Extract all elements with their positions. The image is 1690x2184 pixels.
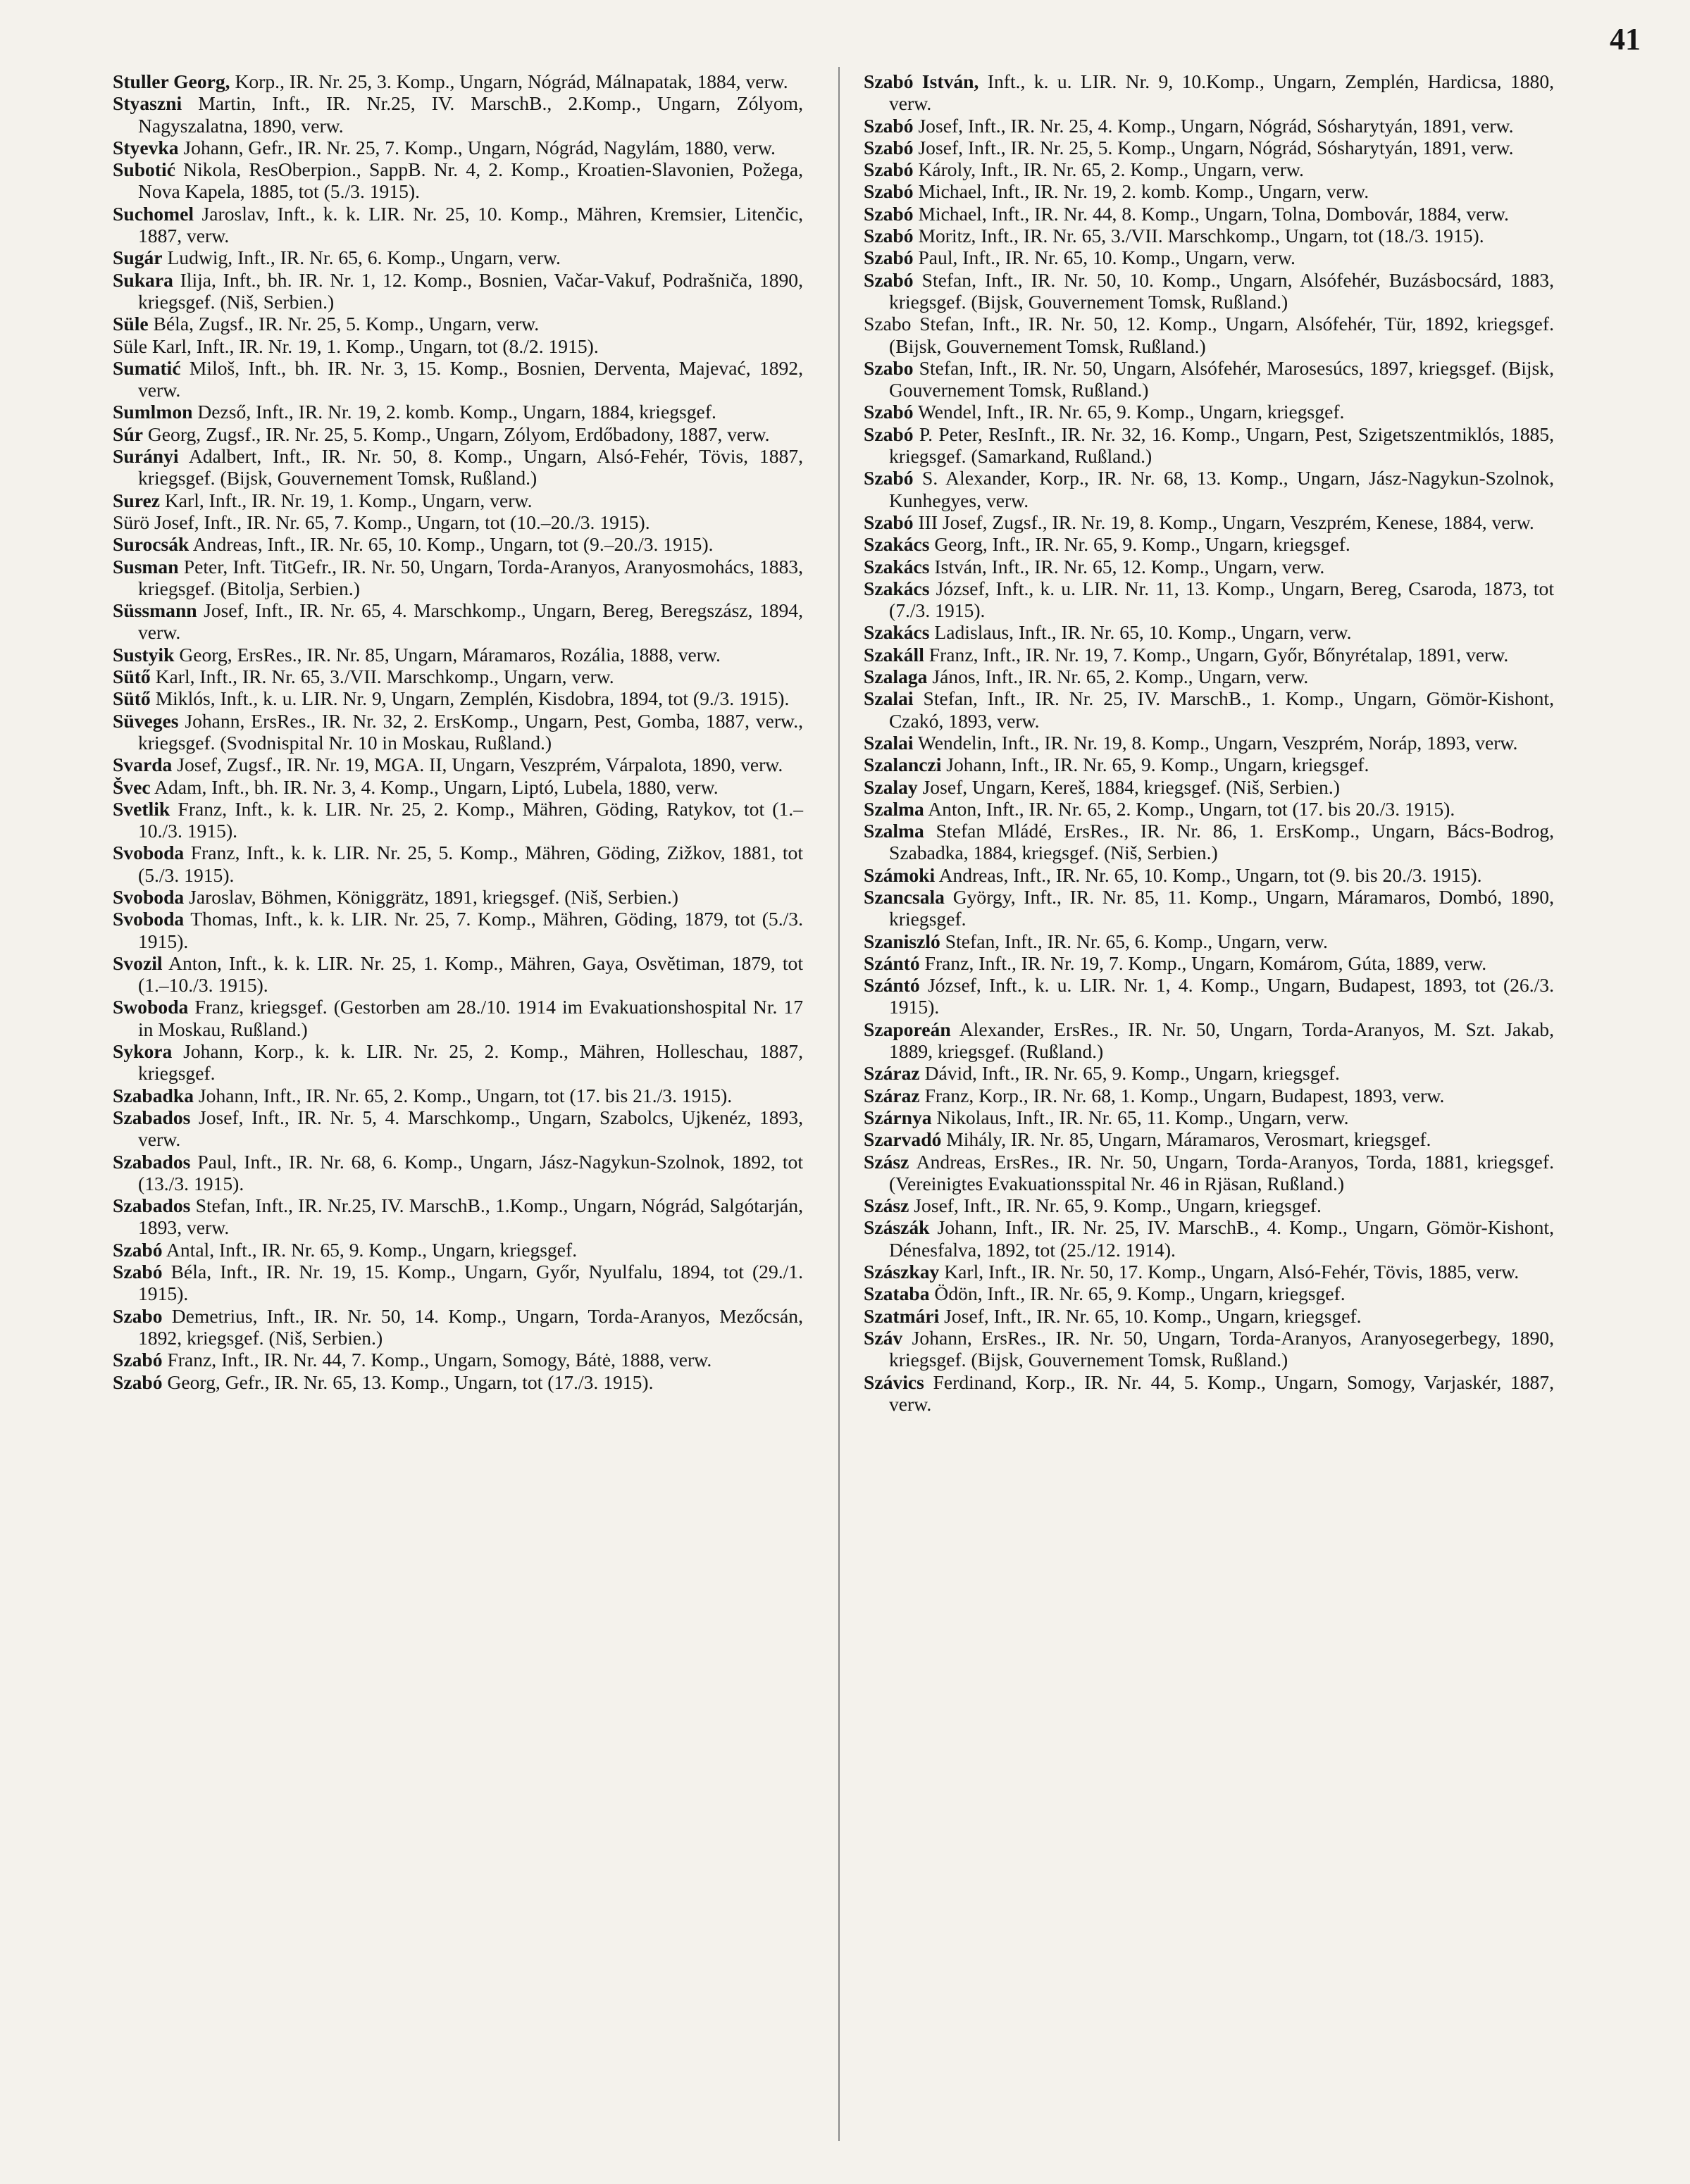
entry-text: Josef, Inft., IR. Nr. 25, 4. Komp., Ungarn, Nógrád, Sósharytyán, 1891, verw. (913, 114, 1514, 137)
entry-name: Szabó (864, 423, 914, 445)
entry-text: Mihály, IR. Nr. 85, Ungarn, Máramaros, Verosmart, kriegsgef. (941, 1128, 1431, 1151)
list-item (113, 842, 803, 886)
entry-name: Szabó (864, 202, 914, 225)
list-item (113, 798, 803, 842)
entry-name: Süveges (113, 709, 179, 732)
list-item (113, 1239, 803, 1261)
entry-text: Demetrius, Inft., IR. Nr. 50, 14. Komp., Ungarn, Torda-Aranyos, Mezőcsán, 1892, kriegsgef. (Niš, Serbien.) (138, 1304, 803, 1349)
list-item (113, 754, 803, 775)
entry-text: Ilija, Inft., bh. IR. Nr. 1, 12. Komp., Bosnien, Vačar-Vakuf, Podrašniča, 1890, kriegsgef. (Niš, Serbien.) (138, 268, 803, 313)
entry-name: Svozil (113, 951, 163, 974)
entry-name: Sustyik (113, 643, 175, 666)
entry-text: III Josef, Zugsf., IR. Nr. 19, 8. Komp., Ungarn, Veszprém, Kenese, 1884, verw. (913, 511, 1534, 533)
entry-text: Stefan, Inft., IR. Nr.25, IV. MarschB., 1.Komp., Ungarn, Nógrád, Salgótarján, 1893, verw. (138, 1194, 803, 1239)
entry-text: Josef, Zugsf., IR. Nr. 19, MGA. II, Ungarn, Veszprém, Várpalota, 1890, verw. (172, 754, 783, 776)
list-item (113, 1305, 803, 1349)
entry-name: Stuller Georg, (113, 70, 230, 92)
entry-text: János, Inft., IR. Nr. 65, 2. Komp., Ungarn, verw. (927, 666, 1309, 688)
entry-name: Süle (113, 313, 149, 335)
list-item (864, 357, 1554, 401)
entry-text: Andreas, Inft., IR. Nr. 65, 10. Komp., Ungarn, tot (9.–20./3. 1915). (189, 533, 714, 556)
entry-name: Szabó (864, 136, 914, 158)
list-item (864, 864, 1554, 886)
list-item (864, 1216, 1554, 1261)
entry-text: Johann, Inft., IR. Nr. 65, 2. Komp., Ungarn, tot (17. bis 21./3. 1915). (194, 1084, 733, 1106)
entry-text: Franz, Korp., IR. Nr. 68, 1. Komp., Ungarn, Budapest, 1893, verw. (919, 1084, 1445, 1106)
list-item (113, 313, 803, 335)
entry-name: Szakáll (864, 643, 924, 666)
list-item (113, 1085, 803, 1106)
entry-text: Josef, Inft., IR. Nr. 25, 5. Komp., Ungarn, Nógrád, Sósharytyán, 1891, verw. (913, 136, 1514, 158)
list-item (113, 423, 803, 445)
entry-text: Inft., k. u. LIR. Nr. 9, 10.Komp., Ungarn, Zemplén, Hardicsa, 1880, verw. (889, 70, 1555, 115)
entry-name: Szakács (864, 555, 930, 578)
entry-text: Dávid, Inft., IR. Nr. 65, 9. Komp., Ungarn, kriegsgef. (919, 1062, 1340, 1085)
entry-name: Sütő (113, 687, 151, 710)
entry-name: Szalay (864, 775, 918, 798)
entry-text: Josef, Inft., IR. Nr. 5, 4. Marschkomp., Ungarn, Szabolcs, Ujkenéz, 1893, verw. (138, 1106, 803, 1151)
list-item (113, 203, 803, 247)
list-item (864, 666, 1554, 687)
list-item (864, 467, 1554, 511)
entry-text: Georg, Zugsf., IR. Nr. 25, 5. Komp., Ungarn, Zólyom, Erdőbadony, 1887, verw. (142, 423, 770, 445)
entry-text: Süle Karl, Inft., IR. Nr. 19, 1. Komp., Ungarn, tot (8./2. 1915). (113, 335, 599, 357)
list-item (113, 886, 803, 908)
entry-name: Szász (864, 1150, 909, 1173)
list-item (113, 357, 803, 401)
entry-text: Ladislaus, Inft., IR. Nr. 65, 10. Komp., Ungarn, verw. (929, 621, 1352, 644)
entry-text: Franz, Inft., IR. Nr. 19, 7. Komp., Ungarn, Komárom, Gúta, 1889, verw. (919, 951, 1487, 974)
entry-text: Andreas, ErsRes., IR. Nr. 50, Ungarn, Torda-Aranyos, Torda, 1881, kriegsgef. (Vereinigtes Evakuationsspital Nr. 46 in Rjäsan, Rußland.) (889, 1150, 1554, 1194)
entry-text: Franz, Inft., k. k. LIR. Nr. 25, 2. Komp., Mähren, Göding, Ratykov, tot (1.–10./3. 1915). (138, 797, 803, 842)
entry-name: Száraz (864, 1062, 920, 1085)
entry-name: Szabó (113, 1371, 163, 1393)
entry-text: Paul, Inft., IR. Nr. 65, 10. Komp., Ungarn, verw. (913, 247, 1296, 269)
entry-text: Stefan, Inft., IR. Nr. 65, 6. Komp., Ungarn, verw. (940, 930, 1328, 952)
entry-name: Szabó (113, 1349, 163, 1371)
list-item (864, 644, 1554, 666)
entry-name: Sütő (113, 666, 151, 688)
entry-text: Martin, Inft., IR. Nr.25, IV. MarschB., 2.Komp., Ungarn, Zólyom, Nagyszalatna, 1890, verw. (138, 92, 803, 137)
entry-text: Wendelin, Inft., IR. Nr. 19, 8. Komp., Ungarn, Veszprém, Noráp, 1893, verw. (913, 731, 1518, 754)
entry-name: Szabados (113, 1106, 191, 1128)
entry-name: Szabo (864, 356, 914, 379)
entry-name: Surányi (113, 445, 179, 468)
list-item (864, 1261, 1554, 1283)
entry-text: P. Peter, ResInft., IR. Nr. 32, 16. Komp., Ungarn, Pest, Szigetszentmiklós, 1885, kriegsgef. (Samarkand, Rußland.) (889, 423, 1554, 468)
entry-name: Szaniszló (864, 930, 940, 952)
entry-name: Számoki (864, 863, 936, 886)
list-item (113, 1040, 803, 1085)
entry-name: Szakács (864, 577, 930, 599)
entry-text: Paul, Inft., IR. Nr. 68, 6. Komp., Ungarn, Jász-Nagykun-Szolnok, 1892, tot (13./3. 1915). (138, 1150, 803, 1194)
list-item (113, 908, 803, 952)
list-item (113, 952, 803, 997)
entry-name: Svoboda (113, 885, 185, 908)
list-item (864, 820, 1554, 864)
entry-name: Száraz (864, 1084, 920, 1106)
list-item (113, 644, 803, 666)
list-item (113, 1194, 803, 1239)
list-item (113, 269, 803, 313)
entry-name: Surocsák (113, 533, 189, 556)
entry-text: Johann, Inft., IR. Nr. 25, IV. MarschB., 4. Komp., Ungarn, Gömör-Kishont, Dénesfalva, 1892, tot (25./12. 1914). (889, 1216, 1554, 1261)
entry-text: Miloš, Inft., bh. IR. Nr. 3, 15. Komp., Bosnien, Derventa, Majevać, 1892, verw. (138, 356, 803, 401)
entry-name: Szalma (864, 820, 924, 842)
entry-text: Karl, Inft., IR. Nr. 50, 17. Komp., Ungarn, Alsó-Fehér, Tövis, 1885, verw. (939, 1261, 1520, 1283)
list-item (113, 1349, 803, 1371)
list-item (113, 158, 803, 203)
list-item (113, 511, 803, 533)
list-item (864, 225, 1554, 247)
entry-text: György, Inft., IR. Nr. 85, 11. Komp., Ungarn, Máramaros, Dombó, 1890, kriegsgef. (889, 885, 1554, 930)
entry-text: Johann, Inft., IR. Nr. 65, 9. Komp., Ungarn, kriegsgef. (941, 754, 1369, 776)
entry-text: Jaroslav, Inft., k. k. LIR. Nr. 25, 10. Komp., Mähren, Kremsier, Litenčic, 1887, verw. (138, 202, 803, 247)
list-item (113, 70, 803, 92)
entry-name: Szabadka (113, 1084, 194, 1106)
list-item (864, 1327, 1554, 1371)
entry-text: Anton, Inft., IR. Nr. 65, 2. Komp., Ungarn, tot (17. bis 20./3. 1915). (924, 797, 1455, 820)
entry-name: Szászák (864, 1216, 930, 1239)
entry-name: Szabó (864, 268, 914, 291)
entry-text: Johann, ErsRes., IR. Nr. 32, 2. ErsKomp., Ungarn, Pest, Gomba, 1887, verw., kriegsgef. (Svodnispital Nr. 10 in Moskau, Rußland.) (138, 709, 803, 754)
entry-text: Johann, Korp., k. k. LIR. Nr. 25, 2. Komp., Mähren, Holleschau, 1887, kriegsgef. (138, 1040, 803, 1085)
entry-name: Szalai (864, 731, 914, 754)
list-item (113, 401, 803, 423)
entry-text: Anton, Inft., k. k. LIR. Nr. 25, 1. Komp., Mähren, Gaya, Osvětiman, 1879, tot (1.–10./3. 1915). (138, 951, 803, 997)
entry-name: Surez (113, 489, 160, 511)
entry-name: Szabó (113, 1238, 163, 1261)
entry-text: Béla, Inft., IR. Nr. 19, 15. Komp., Ungarn, Győr, Nyulfalu, 1894, tot (29./1. 1915). (138, 1261, 803, 1305)
list-item (113, 599, 803, 644)
list-item (113, 137, 803, 158)
entry-text: Josef, Inft., IR. Nr. 65, 4. Marschkomp., Ungarn, Bereg, Beregszász, 1894, verw. (138, 599, 803, 644)
entry-name: Susman (113, 555, 179, 578)
entry-name: Szalma (864, 797, 924, 820)
list-item (113, 556, 803, 600)
list-item (864, 1106, 1554, 1128)
entry-text: Adam, Inft., bh. IR. Nr. 3, 4. Komp., Ungarn, Liptó, Lubela, 1880, verw. (150, 775, 719, 798)
entry-text: Wendel, Inft., IR. Nr. 65, 9. Komp., Ungarn, kriegsgef. (913, 401, 1345, 423)
list-item (864, 1085, 1554, 1106)
entry-name: Szabados (113, 1194, 191, 1217)
entry-name: Sykora (113, 1040, 173, 1063)
entry-name: Svoboda (113, 908, 185, 930)
entry-name: Szabó István, (864, 70, 979, 92)
entry-name: Szászkay (864, 1261, 940, 1283)
list-item (864, 203, 1554, 225)
entry-text: Franz, Inft., IR. Nr. 44, 7. Komp., Ungarn, Somogy, Bátė, 1888, verw. (162, 1349, 712, 1371)
entry-name: Szarvadó (864, 1128, 942, 1151)
list-item (864, 1194, 1554, 1216)
list-item (864, 732, 1554, 754)
entry-name: Svarda (113, 754, 173, 776)
page-number: 41 (1610, 22, 1641, 56)
entry-text: Ödön, Inft., IR. Nr. 65, 9. Komp., Ungarn, kriegsgef. (929, 1283, 1346, 1305)
list-item (113, 445, 803, 489)
entry-name: Szántó (864, 974, 920, 997)
entry-text: Nikola, ResOberpion., SappB. Nr. 4, 2. Komp., Kroatien-Slavonien, Požega, Nova Kapela, 1885, tot (5./3. 1915). (138, 158, 803, 203)
entry-name: Szaporeán (864, 1018, 951, 1040)
list-item (864, 269, 1554, 313)
list-item (864, 974, 1554, 1018)
entry-text: Ferdinand, Korp., IR. Nr. 44, 5. Komp., Ungarn, Somogy, Varjaskér, 1887, verw. (889, 1371, 1554, 1415)
list-item (864, 687, 1554, 732)
entry-name: Szataba (864, 1283, 930, 1305)
entry-name: Szabó (864, 114, 914, 137)
entry-text: Andreas, Inft., IR. Nr. 65, 10. Komp., Ungarn, tot (9. bis 20./3. 1915). (935, 863, 1482, 886)
entry-text: József, Inft., k. u. LIR. Nr. 1, 4. Komp., Ungarn, Budapest, 1893, tot (26./3. 1915). (889, 974, 1554, 1018)
entry-text: Antal, Inft., IR. Nr. 65, 9. Komp., Ungarn, kriegsgef. (162, 1238, 578, 1261)
list-item (864, 423, 1554, 468)
entry-name: Svetlik (113, 797, 170, 820)
entry-name: Swoboda (113, 996, 189, 1018)
entry-text: Karl, Inft., IR. Nr. 19, 1. Komp., Ungarn, verw. (159, 489, 533, 511)
entry-text: Alexander, ErsRes., IR. Nr. 50, Ungarn, Torda-Aranyos, M. Szt. Jakab, 1889, kriegsgef. (Rußland.) (889, 1018, 1554, 1063)
entry-text: István, Inft., IR. Nr. 65, 12. Komp., Ungarn, verw. (929, 555, 1325, 578)
list-item (864, 886, 1554, 930)
entry-text: Josef, Inft., IR. Nr. 65, 9. Komp., Ungarn, kriegsgef. (909, 1194, 1322, 1217)
entry-name: Szabó (864, 225, 914, 247)
entry-name: Szancsala (864, 885, 945, 908)
entry-text: Georg, Inft., IR. Nr. 65, 9. Komp., Ungarn, kriegsgef. (929, 533, 1350, 556)
entry-text: Korp., IR. Nr. 25, 3. Komp., Ungarn, Nógrád, Málnapatak, 1884, verw. (230, 70, 788, 92)
list-item (864, 511, 1554, 533)
entry-name: Szász (864, 1194, 909, 1217)
entry-name: Sugár (113, 247, 163, 269)
entry-text: Michael, Inft., IR. Nr. 19, 2. komb. Komp., Ungarn, verw. (913, 180, 1369, 203)
entry-text: József, Inft., k. u. LIR. Nr. 11, 13. Komp., Ungarn, Bereg, Csaroda, 1873, tot (7./3. 1915). (889, 577, 1554, 622)
entry-text: Károly, Inft., IR. Nr. 65, 2. Komp., Ungarn, verw. (913, 158, 1304, 181)
entry-name: Szakács (864, 621, 930, 644)
entry-text: Thomas, Inft., k. k. LIR. Nr. 25, 7. Komp., Mähren, Göding, 1879, tot (5./3. 1915). (138, 908, 803, 952)
column-divider (838, 67, 840, 2141)
entry-name: Szabó (864, 247, 914, 269)
entry-name: Svoboda (113, 842, 185, 864)
list-item (113, 247, 803, 268)
entry-name: Sumlmon (113, 401, 193, 423)
entry-text: Dezső, Inft., IR. Nr. 19, 2. komb. Komp., Ungarn, 1884, kriegsgef. (192, 401, 716, 423)
entry-text: Stefan Mládé, ErsRes., IR. Nr. 86, 1. ErsKomp., Ungarn, Bács-Bodrog, Szabadka, 1884, kriegsgef. (Niš, Serbien.) (889, 820, 1554, 864)
entry-text: Stefan, Inft., IR. Nr. 25, IV. MarschB., 1. Komp., Ungarn, Gömör-Kishont, Czakó, 1893, verw. (889, 687, 1554, 732)
list-item (113, 1261, 803, 1305)
entry-text: Stefan, Inft., IR. Nr. 50, Ungarn, Alsófehér, Marosesúcs, 1897, kriegsgef. (Bijsk, Gouvernement Tomsk, Rußland.) (889, 356, 1554, 401)
entry-name: Szalanczi (864, 754, 942, 776)
list-item (864, 180, 1554, 202)
entry-text: Stefan, Inft., IR. Nr. 50, 10. Komp., Ungarn, Alsófehér, Buzásbocsárd, 1883, kriegsgef. (Bijsk, Gouvernement Tomsk, Rußland.) (889, 268, 1554, 313)
entry-text: Franz, kriegsgef. (Gestorben am 28./10. 1914 im Evakuationshospital Nr. 17 in Moskau, Rußland.) (138, 996, 803, 1040)
entry-name: Styaszni (113, 92, 182, 115)
list-item (113, 687, 803, 709)
entry-name: Szávics (864, 1371, 924, 1393)
entry-text: Michael, Inft., IR. Nr. 44, 8. Komp., Ungarn, Tolna, Dombovár, 1884, verw. (913, 202, 1509, 225)
entry-text: Josef, Ungarn, Kereš, 1884, kriegsgef. (Niš, Serbien.) (917, 775, 1340, 798)
list-item (864, 621, 1554, 643)
list-item (113, 710, 803, 754)
list-item (113, 1151, 803, 1195)
entry-name: Szabados (113, 1150, 191, 1173)
list-item (864, 930, 1554, 952)
entry-name: Süssmann (113, 599, 197, 622)
entry-name: Szakács (864, 533, 930, 556)
entry-name: Szatmári (864, 1304, 940, 1327)
list-item (864, 1371, 1554, 1416)
entry-text: Peter, Inft. TitGefr., IR. Nr. 50, Ungarn, Torda-Aranyos, Aranyosmohács, 1883, kriegsgef. (Bitolja, Serbien.) (138, 555, 803, 599)
entry-name: Szalaga (864, 666, 928, 688)
entry-name: Szabó (113, 1261, 163, 1283)
list-item (113, 1106, 803, 1151)
entry-text: Szabo Stefan, Inft., IR. Nr. 50, 12. Komp., Ungarn, Alsófehér, Tür, 1892, kriegsgef. (Bijsk, Gouvernement Tomsk, Rußland.) (864, 313, 1554, 357)
left-column (113, 70, 803, 1393)
list-item (864, 401, 1554, 423)
entry-name: Szalai (864, 687, 914, 710)
entry-text: Johann, Gefr., IR. Nr. 25, 7. Komp., Ungarn, Nógrád, Nagylám, 1880, verw. (178, 136, 776, 158)
list-item (113, 1371, 803, 1393)
list-item (113, 335, 803, 357)
entry-name: Szántó (864, 951, 920, 974)
list-item (864, 533, 1554, 555)
entry-text: Josef, Inft., IR. Nr. 65, 10. Komp., Ungarn, kriegsgef. (939, 1304, 1362, 1327)
entry-text: Adalbert, Inft., IR. Nr. 50, 8. Komp., Ungarn, Alsó-Fehér, Tövis, 1887, kriegsgef. (Bijsk, Gouvernement Tomsk, Rußland.) (138, 445, 803, 489)
entry-name: Švec (113, 775, 151, 798)
list-item (864, 754, 1554, 775)
list-item (864, 115, 1554, 137)
entry-text: Miklós, Inft., k. u. LIR. Nr. 9, Ungarn, Zemplén, Kisdobra, 1894, tot (9./3. 1915). (150, 687, 790, 710)
entry-name: Szabó (864, 158, 914, 181)
entry-text: Jaroslav, Böhmen, Königgrätz, 1891, kriegsgef. (Niš, Serbien.) (184, 885, 678, 908)
list-item (864, 798, 1554, 820)
entry-text: Karl, Inft., IR. Nr. 65, 3./VII. Marschkomp., Ungarn, verw. (150, 666, 614, 688)
entry-text: Johann, ErsRes., IR. Nr. 50, Ungarn, Torda-Aranyos, Aranyosegerbegy, 1890, kriegsgef. (Bijsk, Gouvernement Tomsk, Rußland.) (889, 1326, 1554, 1371)
list-item (864, 1062, 1554, 1084)
entry-text: Franz, Inft., k. k. LIR. Nr. 25, 5. Komp., Mähren, Göding, Zižkov, 1881, tot (5./3. 1915). (138, 842, 803, 886)
list-item (864, 776, 1554, 798)
list-item (113, 489, 803, 511)
list-item (864, 137, 1554, 158)
entry-text: Georg, Gefr., IR. Nr. 65, 13. Komp., Ungarn, tot (17./3. 1915). (162, 1371, 654, 1393)
list-item (864, 1018, 1554, 1063)
list-item (864, 313, 1554, 357)
list-item (864, 952, 1554, 974)
list-item (113, 996, 803, 1040)
entry-name: Szabó (864, 467, 914, 489)
list-item (864, 578, 1554, 622)
right-column (864, 70, 1554, 1415)
list-item (113, 666, 803, 687)
list-item (864, 1151, 1554, 1195)
entry-name: Sukara (113, 268, 173, 291)
entry-name: Subotić (113, 158, 175, 181)
entry-name: Szárnya (864, 1106, 932, 1128)
entry-name: Styevka (113, 136, 179, 158)
list-item (864, 1305, 1554, 1327)
entry-name: Szabo (113, 1304, 163, 1327)
entry-text: Nikolaus, Inft., IR. Nr. 65, 11. Komp., Ungarn, verw. (931, 1106, 1349, 1128)
entry-text: Béla, Zugsf., IR. Nr. 25, 5. Komp., Ungarn, verw. (148, 313, 540, 335)
entry-text: Sürö Josef, Inft., IR. Nr. 65, 7. Komp., Ungarn, tot (10.–20./3. 1915). (113, 511, 650, 533)
list-item (864, 158, 1554, 180)
entry-text: Georg, ErsRes., IR. Nr. 85, Ungarn, Máramaros, Rozália, 1888, verw. (174, 643, 721, 666)
entry-name: Suchomel (113, 202, 194, 225)
entry-name: Szabó (864, 180, 914, 203)
list-item (864, 247, 1554, 268)
entry-name: Szabó (864, 401, 914, 423)
entry-text: Ludwig, Inft., IR. Nr. 65, 6. Komp., Ungarn, verw. (162, 247, 561, 269)
list-item (864, 1283, 1554, 1304)
entry-name: Sumatić (113, 356, 181, 379)
list-item (113, 776, 803, 798)
list-item (864, 556, 1554, 578)
entry-text: Moritz, Inft., IR. Nr. 65, 3./VII. Marschkomp., Ungarn, tot (18./3. 1915). (913, 225, 1484, 247)
entry-text: S. Alexander, Korp., IR. Nr. 68, 13. Komp., Ungarn, Jász-Nagykun-Szolnok, Kunhegyes, verw. (889, 467, 1554, 511)
entry-text: Franz, Inft., IR. Nr. 19, 7. Komp., Ungarn, Győr, Bőnyrétalap, 1891, verw. (924, 643, 1509, 666)
entry-name: Száv (864, 1326, 903, 1349)
list-item (113, 533, 803, 555)
list-item (864, 1128, 1554, 1150)
entry-name: Súr (113, 423, 143, 445)
list-item (864, 70, 1554, 115)
entry-name: Szabó (864, 511, 914, 533)
list-item (113, 92, 803, 137)
